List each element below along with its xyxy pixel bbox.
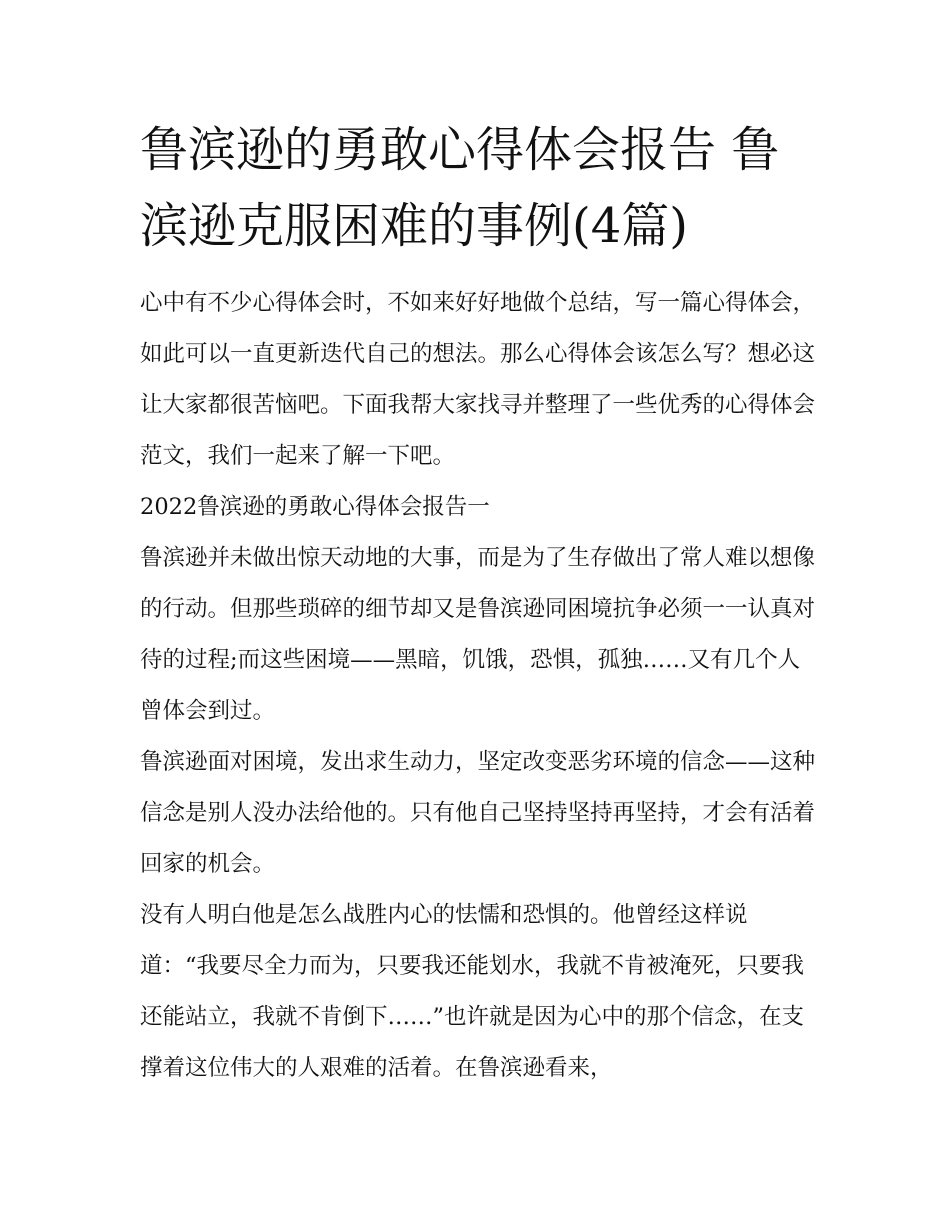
paragraph-3: 没有人明白他是怎么战胜内心的怯懦和恐惧的。他曾经这样说道：“我要尽全力而为，只要我还能划水，我就不肯被淹死，只要我还能站立，我就不肯倒下……”也许就是因为心中的那个信念，在支撑着这位伟大的人艰难的活着。在鲁滨逊看来， xyxy=(140,902,805,1081)
document-title: 鲁滨逊的勇敢心得体会报告 鲁滨逊克服困难的事例(4篇) xyxy=(140,122,780,254)
section-heading: 2022鲁滨逊的勇敢心得体会报告一 xyxy=(140,494,490,520)
document-body xyxy=(140,278,820,1094)
paragraph-intro: 心中有不少心得体会时，不如来好好地做个总结，写一篇心得体会，如此可以一直更新迭代自己的想法。那么心得体会该怎么写？想必这让大家都很苦恼吧。下面我帮大家找寻并整理了一些优秀的心得体会范文，我们一起来了解一下吧。 xyxy=(140,290,816,469)
paragraph-1: 鲁滨逊并未做出惊天动地的大事，而是为了生存做出了常人难以想像的行动。但那些琐碎的细节却又是鲁滨逊同困境抗争必须一一认真对待的过程;而这些困境——黑暗，饥饿，恐惧，孤独……又有几个人曾体会到过。 xyxy=(140,545,816,724)
paragraph-2: 鲁滨逊面对困境，发出求生动力，坚定改变恶劣环境的信念——这种信念是别人没办法给他的。只有他自己坚持坚持再坚持，才会有活着回家的机会。 xyxy=(140,749,816,877)
